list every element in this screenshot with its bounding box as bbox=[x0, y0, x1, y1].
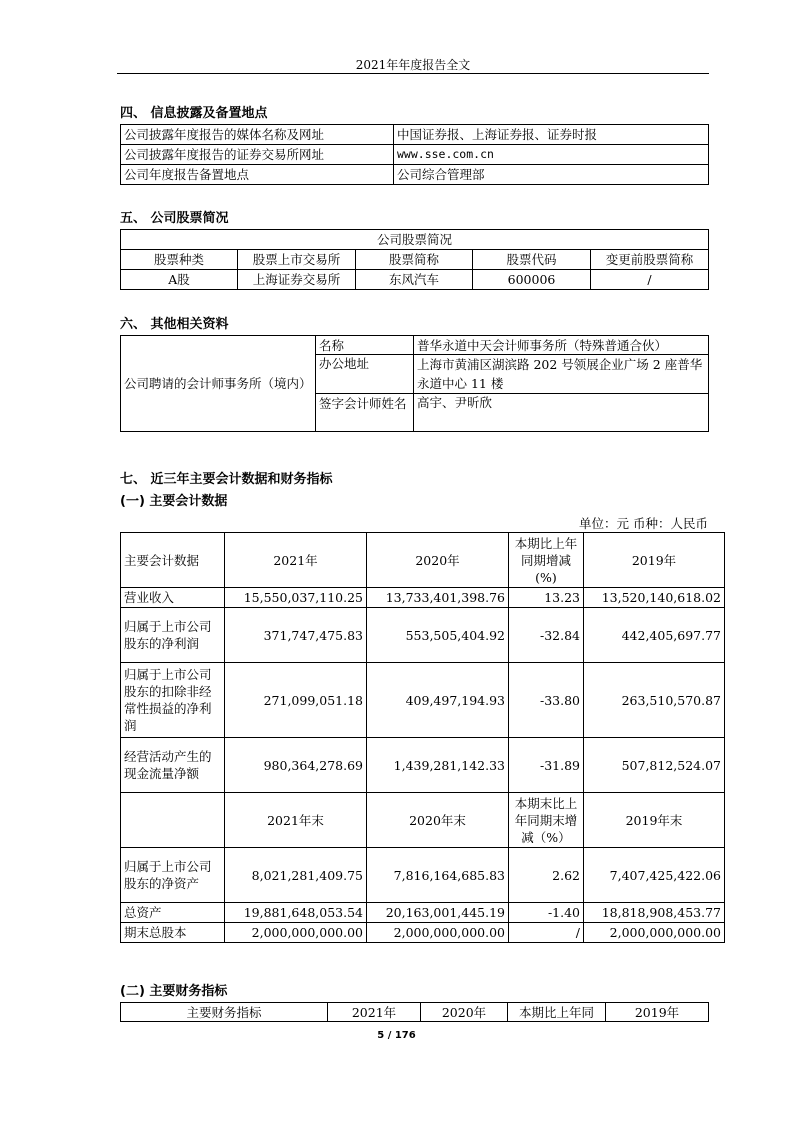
table-cell: 409,497,194.93 bbox=[367, 663, 509, 738]
subsection-financial-indicators-title: (二) 主要财务指标 bbox=[120, 984, 228, 999]
table-cell: -32.84 bbox=[509, 608, 584, 663]
column-header: 2021年 bbox=[328, 1003, 421, 1022]
table-cell: / bbox=[591, 270, 709, 290]
table-cell: -1.40 bbox=[509, 903, 584, 923]
row-label: 期末总股本 bbox=[121, 923, 225, 943]
row-label: 经营活动产生的现金流量净额 bbox=[121, 738, 225, 793]
table-row bbox=[121, 125, 709, 145]
table-cell: 18,818,908,453.77 bbox=[584, 903, 725, 923]
stock-table bbox=[120, 229, 709, 290]
row-label: 归属于上市公司股东的扣除非经常性损益的净利润 bbox=[121, 663, 225, 738]
table-row bbox=[121, 903, 725, 923]
column-header: 主要会计数据 bbox=[121, 533, 225, 588]
table-cell: 7,816,164,685.83 bbox=[367, 848, 509, 903]
table-cell: 271,099,051.18 bbox=[225, 663, 367, 738]
table-cell: 东风汽车 bbox=[356, 270, 473, 290]
table-row bbox=[121, 588, 725, 608]
accountant-table bbox=[120, 335, 709, 432]
row-label: 名称 bbox=[316, 336, 414, 355]
table-cell: 2,000,000,000.00 bbox=[225, 923, 367, 943]
table-cell: 13.23 bbox=[509, 588, 584, 608]
table-cell: 263,510,570.87 bbox=[584, 663, 725, 738]
row-value: 中国证券报、上海证券报、证券时报 bbox=[394, 125, 709, 145]
row-label: 归属于上市公司股东的净利润 bbox=[121, 608, 225, 663]
table-row bbox=[121, 165, 709, 185]
financial-indicators-table bbox=[120, 1002, 709, 1022]
page-header: 2021年年度报告全文 bbox=[355, 58, 471, 72]
table-cell: 19,881,648,053.54 bbox=[225, 903, 367, 923]
table-cell: 13,733,401,398.76 bbox=[367, 588, 509, 608]
row-label: 签字会计师姓名 bbox=[316, 394, 414, 432]
table-cell: 15,550,037,110.25 bbox=[225, 588, 367, 608]
table-row bbox=[121, 336, 709, 355]
column-header: 股票种类 bbox=[121, 250, 238, 270]
table-row bbox=[121, 848, 725, 903]
table-cell: 13,520,140,618.02 bbox=[584, 588, 725, 608]
column-header: 2021年末 bbox=[225, 793, 367, 848]
column-header: 2019年末 bbox=[584, 793, 725, 848]
table-cell: 7,407,425,422.06 bbox=[584, 848, 725, 903]
table-cell: 20,163,001,445.19 bbox=[367, 903, 509, 923]
column-header: 本期比上年同 bbox=[508, 1003, 606, 1022]
table-row bbox=[121, 608, 725, 663]
page-number: 5 / 176 bbox=[377, 1030, 416, 1041]
column-header: 主要财务指标 bbox=[121, 1003, 328, 1022]
row-label: 办公地址 bbox=[316, 355, 414, 394]
column-header bbox=[121, 793, 225, 848]
table-cell: A股 bbox=[121, 270, 238, 290]
column-header: 变更前股票简称 bbox=[591, 250, 709, 270]
column-header: 2020年末 bbox=[367, 793, 509, 848]
accountant-group-label: 公司聘请的会计师事务所（境内） bbox=[121, 336, 316, 432]
section-6-title: 六、 其他相关资料 bbox=[120, 317, 229, 332]
row-value: 高宇、尹昕欣 bbox=[414, 394, 709, 432]
table-cell: / bbox=[509, 923, 584, 943]
table-header-row bbox=[121, 793, 725, 848]
table-cell: -33.80 bbox=[509, 663, 584, 738]
row-value: 普华永道中天会计师事务所（特殊普通合伙） bbox=[414, 336, 709, 355]
table-cell: -31.89 bbox=[509, 738, 584, 793]
table-row bbox=[121, 145, 709, 165]
accounting-data-table bbox=[120, 532, 725, 943]
row-value: www.sse.com.cn bbox=[394, 145, 709, 165]
column-header: 股票上市交易所 bbox=[238, 250, 356, 270]
table-row bbox=[121, 270, 709, 290]
table-row bbox=[121, 663, 725, 738]
row-label: 总资产 bbox=[121, 903, 225, 923]
table-caption: 公司股票简况 bbox=[121, 230, 709, 250]
table-cell: 1,439,281,142.33 bbox=[367, 738, 509, 793]
table-cell: 上海证券交易所 bbox=[238, 270, 356, 290]
column-header: 本期比上年同期增减(%) bbox=[509, 533, 584, 588]
table-cell: 553,505,404.92 bbox=[367, 608, 509, 663]
column-header: 2019年 bbox=[584, 533, 725, 588]
column-header: 股票代码 bbox=[473, 250, 591, 270]
subsection-accounting-data-title: (一) 主要会计数据 bbox=[120, 494, 228, 509]
table-row bbox=[121, 923, 725, 943]
row-label: 归属于上市公司股东的净资产 bbox=[121, 848, 225, 903]
table-cell: 980,364,278.69 bbox=[225, 738, 367, 793]
row-label: 营业收入 bbox=[121, 588, 225, 608]
disclosure-table bbox=[120, 124, 709, 185]
table-cell: 2,000,000,000.00 bbox=[584, 923, 725, 943]
section-4-title: 四、 信息披露及备置地点 bbox=[120, 106, 268, 121]
table-header-row bbox=[121, 1003, 709, 1022]
row-value: 上海市黄浦区湖滨路 202 号领展企业广场 2 座普华永道中心 11 楼 bbox=[414, 355, 709, 394]
row-value: 公司综合管理部 bbox=[394, 165, 709, 185]
table-cell: 442,405,697.77 bbox=[584, 608, 725, 663]
table-header-row bbox=[121, 533, 725, 588]
section-7-title: 七、 近三年主要会计数据和财务指标 bbox=[120, 472, 333, 487]
column-header: 2019年 bbox=[606, 1003, 709, 1022]
column-header: 股票简称 bbox=[356, 250, 473, 270]
table-cell: 507,812,524.07 bbox=[584, 738, 725, 793]
unit-label: 单位：元 币种：人民币 bbox=[579, 516, 708, 531]
column-header: 2021年 bbox=[225, 533, 367, 588]
table-cell: 2,000,000,000.00 bbox=[367, 923, 509, 943]
header-rule bbox=[117, 73, 709, 74]
column-header: 本期末比上年同期末增减（%） bbox=[509, 793, 584, 848]
table-cell: 600006 bbox=[473, 270, 591, 290]
table-cell: 2.62 bbox=[509, 848, 584, 903]
row-label: 公司披露年度报告的证券交易所网址 bbox=[121, 145, 394, 165]
column-header: 2020年 bbox=[421, 1003, 508, 1022]
column-header: 2020年 bbox=[367, 533, 509, 588]
table-row bbox=[121, 738, 725, 793]
table-cell: 371,747,475.83 bbox=[225, 608, 367, 663]
row-label: 公司披露年度报告的媒体名称及网址 bbox=[121, 125, 394, 145]
table-cell: 8,021,281,409.75 bbox=[225, 848, 367, 903]
row-label: 公司年度报告备置地点 bbox=[121, 165, 394, 185]
table-row bbox=[121, 230, 709, 250]
section-5-title: 五、 公司股票简况 bbox=[120, 211, 229, 226]
table-header-row bbox=[121, 250, 709, 270]
